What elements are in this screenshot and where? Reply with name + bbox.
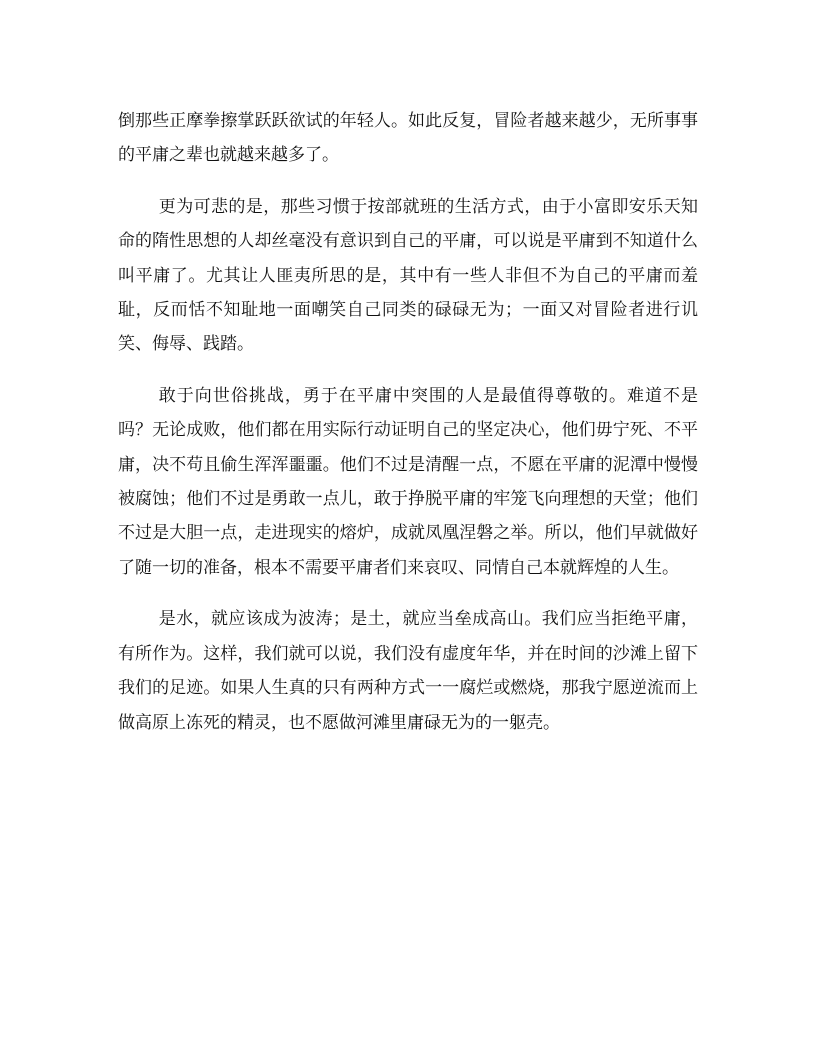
paragraph: 是水，就应该成为波涛；是土，就应当垒成高山。我们应当拒绝平庸，有所作为。这样，我们就可以说，我们没有虚度年华，并在时间的沙滩上留下我们的足迹。如果人生真的只有两种方式一一腐烂或燃烧，那我宁愿逆流而上做高原上冻死的精灵，也不愿做河滩里庸碌无为的一躯壳。	[118, 609, 698, 733]
paragraph: 敢于向世俗挑战，勇于在平庸中突围的人是最值得尊敬的。难道不是吗？无论成败，他们都在用实际行动证明自己的坚定决心，他们毋宁死、不平庸，决不苟且偷生浑浑噩噩。他们不过是清醒一点，不愿在平庸的泥潭中慢慢被腐蚀；他们不过是勇敢一点儿，敢于挣脱平庸的牢笼飞向理想的天堂；他们不过是大胆一点，走进现实的熔炉，成就凤凰涅磐之举。所以，他们早就做好了随一切的准备，根本不需要平庸者们来哀叹、同情自己本就辉煌的人生。	[118, 385, 698, 578]
paragraph-continued: 倒那些正摩拳擦掌跃跃欲试的年轻人。如此反复，冒险者越来越少，无所事事的平庸之辈也就越来越多了。	[118, 111, 698, 166]
document-body	[118, 104, 698, 740]
paragraph: 更为可悲的是，那些习惯于按部就班的生活方式，由于小富即安乐天知命的隋性思想的人却丝毫没有意识到自己的平庸，可以说是平庸到不知道什么叫平庸了。尤其让人匪夷所思的是，其中有一些人非但不为自己的平庸而羞耻，反而恬不知耻地一面嘲笑自己同类的碌碌无为；一面又对冒险者进行讥笑、侮辱、践踏。	[118, 196, 698, 355]
